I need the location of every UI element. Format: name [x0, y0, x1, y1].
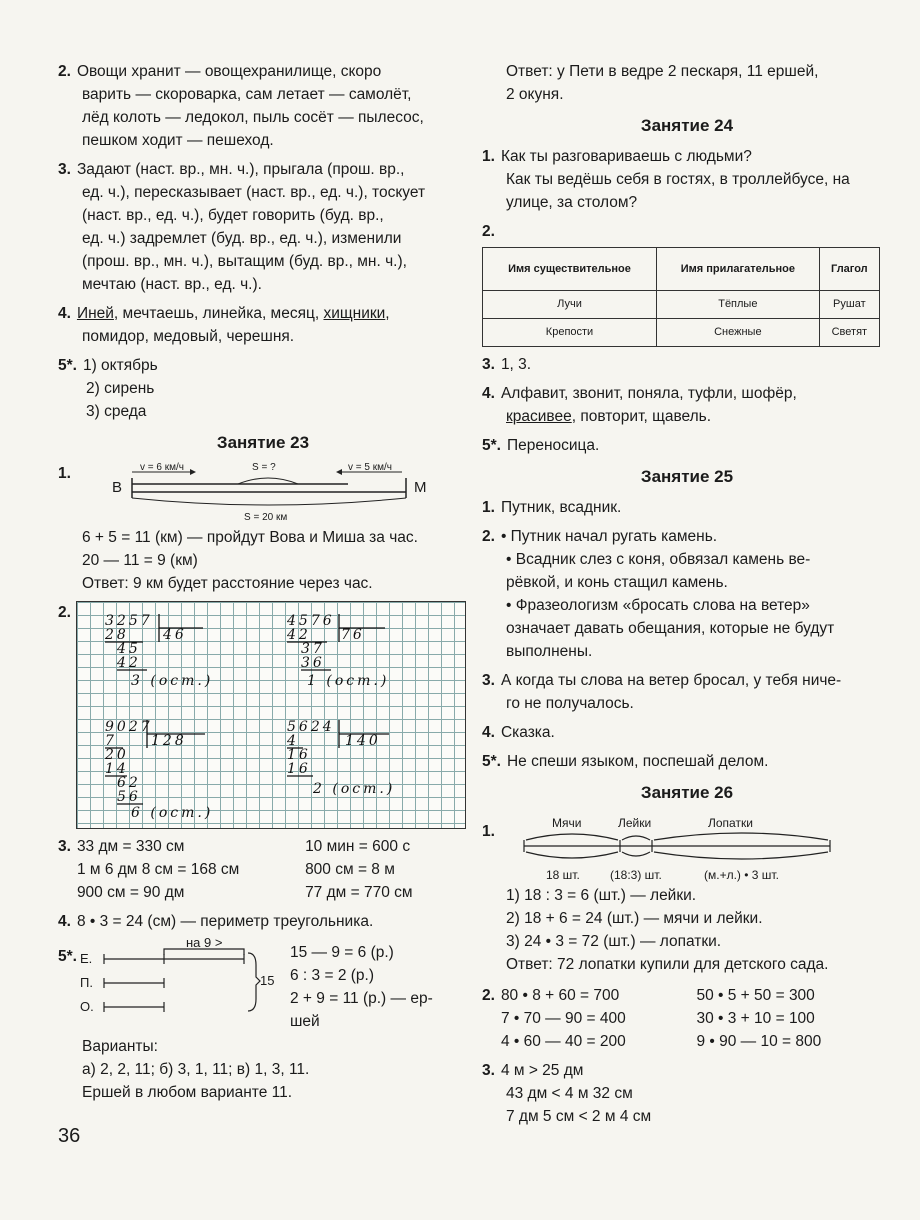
lesson25-exercise-3	[482, 669, 892, 715]
equation: 7 • 70 — 90 = 400	[500, 1010, 626, 1027]
bullet: рёвкой, и конь стащил камень.	[506, 574, 728, 591]
lesson25-exercise-1	[482, 496, 892, 519]
exercise-number: 3.	[58, 161, 71, 178]
exercise-4	[58, 302, 468, 348]
text-line: 6 + 5 = 11 (км) — пройдут Вова и Миша за час.	[82, 529, 418, 546]
quotient: 140	[345, 733, 381, 749]
conversion: 800 см = 8 м	[305, 861, 395, 878]
text-line: Ответ: 72 лопатки купили для детского сада.	[506, 956, 829, 973]
text-line: Как ты ведёшь себя в гостях, в троллейбусе, на	[506, 171, 850, 188]
text-line: Ответ: 9 км будет расстояние через час.	[82, 575, 373, 592]
exercise-number: 2.	[482, 528, 495, 545]
text-line: 3) 24 • 3 = 72 (шт.) — лопатки.	[506, 933, 722, 950]
lesson23-exercise-4	[58, 910, 468, 933]
lesson-24-title: Занятие 24	[640, 116, 734, 135]
lesson23-exercise-1	[58, 462, 468, 595]
note: Ершей в любом варианте 11.	[82, 1084, 293, 1101]
text: 8 • 3 = 24 (см) — периметр треугольника.	[76, 913, 374, 930]
conversion: 1 м 6 дм 8 см = 168 см	[76, 861, 240, 878]
comparison: 43 дм < 4 м 32 см	[506, 1085, 633, 1102]
exercise-number: 1.	[482, 148, 495, 165]
equation: 30 • 3 + 10 = 100	[696, 1010, 815, 1027]
text: , повторит, щавель.	[571, 408, 712, 425]
step: 16	[287, 761, 311, 777]
bullet: означает давать обещания, которые не будут	[506, 620, 835, 637]
label-p: П.	[80, 975, 93, 990]
calc-line: шей	[290, 1013, 320, 1030]
quotient: 46	[163, 627, 187, 643]
lesson23-exercise-2	[58, 601, 468, 829]
exercise-number: 1.	[58, 465, 71, 482]
calc-line: 15 — 9 = 6 (р.)	[290, 944, 394, 961]
text-line: Как ты разговариваешь с людьми?	[500, 148, 752, 165]
lesson26-exercise-1	[482, 812, 892, 976]
page-number: 36	[58, 1125, 81, 1147]
text: Путник, всадник.	[500, 499, 622, 516]
lesson24-exercise-5	[482, 434, 892, 457]
text-line: лёд колоть — ледокол, пыль сосёт — пылесос,	[82, 109, 424, 126]
lesson24-exercise-4	[482, 382, 892, 428]
text: Сказка.	[500, 724, 555, 741]
text: Переносица.	[506, 437, 600, 454]
lesson23-exercise-5	[58, 935, 468, 1104]
text: 1, 3.	[500, 356, 532, 373]
lesson26-exercise-3	[482, 1059, 892, 1128]
lesson-23-title: Занятие 23	[216, 433, 310, 452]
label-e: Е.	[80, 951, 93, 966]
dividend: 4576	[287, 613, 335, 629]
left-column	[58, 60, 468, 1110]
label-balls: Мячи	[552, 816, 582, 830]
conversion: 900 см = 90 дм	[76, 884, 185, 901]
right-column	[482, 60, 892, 1134]
lesson24-exercise-1	[482, 145, 892, 214]
segments-diagram	[58, 941, 298, 1035]
speed-label-v2: v = 5 км/ч	[348, 462, 392, 473]
exercise-number: 1.	[482, 823, 495, 840]
step: 45	[117, 641, 141, 657]
lesson25-exercise-4	[482, 721, 892, 744]
bullet: • Фразеологизм «бросать слова на ветер»	[506, 597, 810, 614]
list-item: 3) среда	[86, 403, 147, 420]
dividend: 5624	[287, 719, 335, 735]
table-cell: Снежные	[657, 319, 820, 347]
lesson23-exercise-3	[58, 835, 468, 904]
text-line: го не получалось.	[506, 695, 634, 712]
variants-title: Варианты:	[82, 1038, 158, 1055]
total-label: 15	[260, 973, 275, 988]
distance-unknown-label: S = ?	[252, 462, 276, 473]
equation: 4 • 60 — 40 = 200	[500, 1033, 626, 1050]
label-shovels-count: (м.+л.) • 3 шт.	[704, 868, 779, 882]
lesson25-exercise-5	[482, 750, 892, 773]
label-shovels: Лопатки	[708, 816, 753, 830]
text-line: 20 — 11 = 9 (км)	[82, 552, 198, 569]
conversion: 10 мин = 600 с	[305, 838, 411, 855]
exercise-3	[58, 158, 468, 296]
step: 7	[105, 733, 117, 749]
lesson26-exercise-2	[482, 984, 892, 1053]
exercise-number: 2.	[58, 63, 71, 80]
exercise-5	[58, 354, 468, 423]
text-line: ед. ч.), пересказывает (наст. вр., ед. ч.), тоскует	[82, 184, 426, 201]
lesson-26-title: Занятие 26	[640, 783, 734, 802]
text-line: Алфавит, звонит, поняла, туфли, шофёр,	[500, 385, 797, 402]
exercise-2	[58, 60, 468, 152]
exercise-number: 2.	[482, 987, 495, 1004]
text-line: (прош. вр., мн. ч.), вытащим (буд. вр., мн. ч.),	[82, 253, 407, 270]
step: 20	[105, 747, 129, 763]
quotient: 76	[341, 627, 365, 643]
label-cans-count: (18:3) шт.	[610, 868, 662, 882]
exercise-number: 5*.	[58, 357, 77, 374]
text-line: Задают (наст. вр., мн. ч.), прыгала (прош. вр.,	[76, 161, 405, 178]
remainder: 2 (ост.)	[313, 781, 396, 797]
step: 16	[287, 747, 311, 763]
text-line: улице, за столом?	[506, 194, 638, 211]
text-line: 1) 18 : 3 = 6 (шт.) — лейки.	[506, 887, 697, 904]
exercise-number: 5*.	[482, 437, 501, 454]
lesson25-exercise-2	[482, 525, 892, 663]
exercise-number: 1.	[482, 499, 495, 516]
bullet: • Всадник слез с коня, обвязал камень ве-	[506, 551, 811, 568]
dividend: 9027	[105, 719, 153, 735]
exercise-number: 3.	[482, 1062, 495, 1079]
remainder: 6 (ост.)	[131, 805, 214, 821]
remainder: 1 (ост.)	[307, 673, 390, 689]
quotient: 128	[151, 733, 187, 749]
parts-of-speech-table	[482, 247, 880, 347]
text-line: мечтаю (наст. вр., ед. ч.).	[82, 276, 262, 293]
remainder: 3 (ост.)	[131, 673, 214, 689]
calc-line: 2 + 9 = 11 (р.) — ер-	[290, 990, 433, 1007]
point-b-label: В	[112, 479, 123, 496]
equation: 50 • 5 + 50 = 300	[696, 987, 815, 1004]
lesson24-exercise-2	[482, 220, 892, 347]
text: ,	[385, 305, 390, 322]
table-row	[483, 319, 880, 347]
equation: 9 • 90 — 10 = 800	[696, 1033, 822, 1050]
step: 56	[117, 789, 141, 805]
table-header: Глагол	[819, 248, 879, 291]
exercise-number: 4.	[482, 385, 495, 402]
conversion: 77 дм = 770 см	[305, 884, 413, 901]
text: , мечтаешь, линейка, месяц,	[113, 305, 324, 322]
answer-line: Ответ: у Пети в ведре 2 пескаря, 11 ершей,	[506, 63, 819, 80]
step: 36	[301, 655, 325, 671]
underlined-word: Иней	[76, 305, 114, 322]
bullet: выполнены.	[506, 643, 593, 660]
underlined-word: красивее	[506, 408, 572, 425]
underlined-word: хищники	[323, 305, 386, 322]
table-header: Имя существительное	[483, 248, 657, 291]
speed-label-v1: v = 6 км/ч	[140, 462, 184, 473]
text-line: пешком ходит — пешеход.	[82, 132, 274, 149]
table-header-row	[483, 248, 880, 291]
variants: а) 2, 2, 11; б) 3, 1, 11; в) 1, 3, 11.	[82, 1061, 310, 1078]
step: 42	[117, 655, 141, 671]
calc-line: 6 : 3 = 2 (р.)	[290, 967, 375, 984]
text-line: Овощи хранит — овощехранилище, скоро	[76, 63, 382, 80]
total-distance-label: S = 20 км	[244, 512, 288, 523]
answer-line: 2 окуня.	[506, 86, 564, 103]
table-cell: Светят	[819, 319, 879, 347]
comparison: 4 м > 25 дм	[500, 1062, 584, 1079]
exercise-number: 4.	[58, 305, 71, 322]
step: 62	[117, 775, 141, 791]
exercise-number: 4.	[58, 913, 71, 930]
conversion: 33 дм = 330 см	[76, 838, 185, 855]
list-item: 1) октябрь	[82, 357, 158, 374]
table-cell: Рушат	[819, 291, 879, 319]
exercise-number: 4.	[482, 724, 495, 741]
exercise-number: 3.	[482, 672, 495, 689]
label-o: О.	[80, 999, 94, 1014]
exercise-number: 3.	[58, 838, 71, 855]
bullet: • Путник начал ругать камень.	[500, 528, 718, 545]
step: 14	[105, 761, 129, 777]
table-cell: Тёплые	[657, 291, 820, 319]
exercise-number: 2.	[58, 604, 71, 621]
text-line: варить — скороварка, сам летает — самолёт,	[82, 86, 412, 103]
table-header: Имя прилагательное	[657, 248, 820, 291]
division-grid	[76, 601, 466, 829]
comparison: 7 дм 5 см < 2 м 4 см	[506, 1108, 652, 1125]
exercise-number: 3.	[482, 356, 495, 373]
lesson-25-title: Занятие 25	[640, 467, 734, 486]
list-item: 2) сирень	[86, 380, 155, 397]
table-cell: Лучи	[483, 291, 657, 319]
table-row	[483, 291, 880, 319]
text-line: 2) 18 + 6 = 24 (шт.) — мячи и лейки.	[506, 910, 763, 927]
plus-nine-label: на 9 >	[186, 935, 223, 950]
dividend: 3257	[105, 613, 153, 629]
step: 4	[287, 733, 299, 749]
step: 42	[287, 627, 311, 643]
division-lines	[77, 602, 465, 828]
step: 37	[301, 641, 325, 657]
exercise-number: 2.	[482, 223, 495, 240]
text-line: А когда ты слова на ветер бросал, у тебя ниче-	[500, 672, 842, 689]
label-balls-count: 18 шт.	[546, 868, 580, 882]
label-watering-cans: Лейки	[618, 816, 652, 830]
text-line: (наст. вр., ед. ч.), будет говорить (буд. вр.,	[82, 207, 384, 224]
point-m-label: М	[414, 479, 427, 496]
step: 28	[105, 627, 129, 643]
segment-diagram	[482, 812, 892, 884]
table-cell: Крепости	[483, 319, 657, 347]
exercise-number: 5*.	[482, 753, 501, 770]
text: Не спеши языком, поспешай делом.	[506, 753, 769, 770]
exercise-number: 5*.	[58, 948, 77, 965]
text-line: помидор, медовый, черешня.	[82, 328, 295, 345]
equation: 80 • 8 + 60 = 700	[500, 987, 620, 1004]
text-line: ед. ч.) задремлет (буд. вр., ед. ч.), изменили	[82, 230, 402, 247]
lesson24-exercise-3	[482, 353, 892, 376]
